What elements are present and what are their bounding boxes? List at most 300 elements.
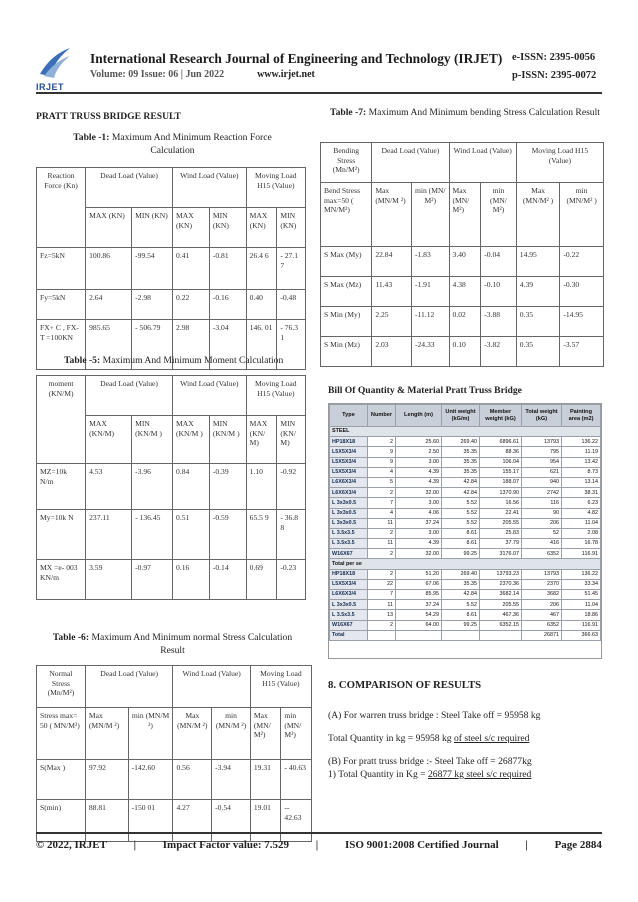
boq-cell: 6352 (522, 620, 562, 630)
cell: 0.84 (173, 464, 210, 510)
boq-cell: 3682 (522, 590, 562, 600)
cell: -- 42.63 (281, 800, 312, 842)
boq-type-cell: HP18X18 (330, 569, 368, 579)
boq-cell: 3.00 (396, 528, 442, 538)
boq-cell: 25.83 (480, 528, 522, 538)
cell: 4.38 (449, 277, 481, 307)
volume-info: Volume: 09 Issue: 06 | Jun 2022 (90, 69, 225, 80)
boq-cell: 35.35 (442, 457, 480, 467)
cell: - 506.79 (132, 320, 173, 370)
cell: 4.53 (86, 464, 132, 510)
cell: 0.35 (516, 337, 560, 367)
bend-max-label: Bend Stress max=50 ( MN/M²) (321, 183, 372, 247)
footer-separator: | (315, 839, 319, 851)
table-row (321, 277, 604, 307)
bill-of-quantity-table (328, 403, 602, 659)
cell: 26.4 6 (246, 248, 277, 290)
bending-stress-table (320, 142, 604, 367)
irjet-logo-icon (36, 44, 74, 82)
header-cell: Dead Load (Value) (372, 143, 449, 183)
boq-cell: 136.22 (562, 569, 601, 579)
row-label: S(min) (37, 800, 86, 842)
boq-cell: 6352 (522, 549, 562, 559)
boq-cell: 6896.61 (480, 437, 522, 447)
boq-row (330, 528, 601, 538)
boq-section: STEEL (330, 427, 601, 437)
cell: 3.40 (449, 247, 481, 277)
boq-cell: 9 (368, 447, 396, 457)
boq-cell: 11.04 (562, 518, 601, 528)
boq-cell: 37.24 (396, 518, 442, 528)
boq-cell: 205.55 (480, 600, 522, 610)
cell: -0.48 (277, 290, 306, 320)
boq-cell: 85.95 (396, 590, 442, 600)
cell: -3.94 (212, 760, 251, 800)
boq-body (330, 437, 601, 559)
cell: 19.01 (250, 800, 281, 842)
cell: 237.11 (86, 510, 132, 560)
boq-type-cell: L6X6X3/4 (330, 477, 368, 487)
subheader-cell: MIN (KN) (132, 208, 173, 248)
boq-cell: 940 (522, 477, 562, 487)
comparison-line-total-a: Total Quantity in kg = 95958 kg of steel s/c required (328, 733, 530, 744)
table-row (321, 337, 604, 367)
boq-cell: 155.17 (480, 467, 522, 477)
boq-cell: 2 (368, 528, 396, 538)
boq-cell: 51.20 (396, 569, 442, 579)
boq-row (330, 610, 601, 620)
cell: 2.98 (173, 320, 210, 370)
reaction-force-table (36, 167, 306, 370)
cell: -0.23 (277, 560, 306, 600)
boq-cell: 206 (522, 600, 562, 610)
subheader-cell: Max (MN/M ²) (85, 708, 128, 760)
boq-cell: 16.78 (562, 539, 601, 549)
subheader-cell: MAX (KN/M ) (173, 416, 210, 464)
boq-total-cell (368, 630, 396, 640)
boq-cell: 3.00 (396, 457, 442, 467)
subheader-cell: MAX (KN) (246, 208, 277, 248)
cell: -14.95 (560, 307, 604, 337)
cell: -0.59 (209, 510, 246, 560)
boq-row (330, 518, 601, 528)
moment-table (36, 375, 306, 600)
subheader-cell: Max (MN/ M²) (250, 708, 281, 760)
boq-row (330, 467, 601, 477)
boq-cell: 621 (522, 467, 562, 477)
boq-cell: 4.06 (396, 508, 442, 518)
boq-cell: 467 (522, 610, 562, 620)
boq-type-cell: L6X6X3/4 (330, 488, 368, 498)
boq-cell: 99.25 (442, 620, 480, 630)
boq-cell: 188.07 (480, 477, 522, 487)
cell: 0.16 (173, 560, 210, 600)
cell: -1.83 (411, 247, 449, 277)
table-row (321, 247, 604, 277)
cell: -0.54 (212, 800, 251, 842)
boq-cell: 37.79 (480, 539, 522, 549)
cell: -0.92 (277, 464, 306, 510)
boq-row (330, 539, 601, 549)
cell: -3.96 (132, 464, 173, 510)
normal-stress-table (36, 665, 312, 842)
boq-cell: 1370.90 (480, 488, 522, 498)
cell: 19.31 (250, 760, 281, 800)
boq-cell: 116.91 (562, 549, 601, 559)
boq-type-cell: L5X5X3/4 (330, 467, 368, 477)
boq-total-cell (442, 630, 480, 640)
cell: 0.40 (246, 290, 277, 320)
boq-cell: 206 (522, 518, 562, 528)
boq-cell: 8.61 (442, 610, 480, 620)
cell: 0.69 (246, 560, 277, 600)
boq-cell: 16.56 (480, 498, 522, 508)
boq-cell: 32.00 (396, 488, 442, 498)
boq-cell: 4 (368, 508, 396, 518)
row-label: S(Max ) (37, 760, 86, 800)
boq-total-body (330, 569, 601, 630)
cell: - 136.45 (132, 510, 173, 560)
boq-cell: 42.84 (442, 477, 480, 487)
table-row (37, 290, 306, 320)
header-cell: Normal Stress (Mn/M²) (37, 666, 86, 708)
boq-cell: 106.04 (480, 457, 522, 467)
boq-cell: 64.00 (396, 620, 442, 630)
cell: -0.97 (132, 560, 173, 600)
cell: 0.10 (449, 337, 481, 367)
cell: -150 01 (128, 800, 173, 842)
boq-cell: 2 (368, 437, 396, 447)
header-cell: Dead Load (Value) (86, 376, 173, 416)
boq-cell: 13.14 (562, 477, 601, 487)
boq-type-cell: L5X5X3/4 (330, 457, 368, 467)
row-label: FX+ C , FX- T =100KN (37, 320, 86, 370)
cell: 0.22 (173, 290, 210, 320)
boq-grand-total (330, 630, 601, 640)
boq-cell: 3.00 (396, 498, 442, 508)
boq-cell: 90 (522, 508, 562, 518)
comparison-line-a: (A) For warren truss bridge : Steel Take off = 95958 kg (328, 710, 541, 721)
boq-cell: 13793.23 (480, 569, 522, 579)
footer-page-number: Page 2884 (554, 839, 602, 851)
row-label: S Max (My) (321, 247, 372, 277)
boq-cell: 8.61 (442, 539, 480, 549)
footer-copyright: © 2022, IRJET (36, 839, 107, 851)
boq-cell: 2742 (522, 488, 562, 498)
header-cell: Wind Load (Value) (173, 666, 250, 708)
boq-cell: 11 (368, 539, 396, 549)
table-row (321, 307, 604, 337)
boq-cell: 11.04 (562, 600, 601, 610)
footer-divider (36, 832, 602, 834)
boq-cell: 7 (368, 498, 396, 508)
boq-row (330, 569, 601, 579)
boq-cell: 42.84 (442, 488, 480, 498)
subheader-cell: MIN (KN) (277, 208, 306, 248)
boq-cell: 2 (368, 569, 396, 579)
boq-total-cell: 366.63 (562, 630, 601, 640)
boq-total-cell (480, 630, 522, 640)
boq-cell: 6.23 (562, 498, 601, 508)
cell: -11.12 (411, 307, 449, 337)
boq-type-cell: L 3.5x3.5 (330, 610, 368, 620)
cell: - 36.8 8 (277, 510, 306, 560)
subheader-cell: MIN (KN/ M) (277, 416, 306, 464)
table-row (37, 464, 306, 510)
boq-row (330, 620, 601, 630)
row-label: S Min (My) (321, 307, 372, 337)
boq-type-cell: L6X6X3/4 (330, 590, 368, 600)
boq-type-cell: L 3x3x0.5 (330, 498, 368, 508)
cell: 14.95 (516, 247, 560, 277)
header-cell: Dead Load (Value) (85, 666, 173, 708)
boq-section: Total per se (330, 559, 601, 569)
boq-type-cell: L5X5X3/4 (330, 447, 368, 457)
cell: 0.41 (173, 248, 210, 290)
boq-cell: 269.40 (442, 437, 480, 447)
cell: 3.59 (86, 560, 132, 600)
cell: -0.04 (481, 247, 517, 277)
boq-cell: 5.52 (442, 518, 480, 528)
boq-cell: 38.31 (562, 488, 601, 498)
cell: 2.03 (372, 337, 412, 367)
section-title: PRATT TRUSS BRIDGE RESULT (36, 111, 181, 122)
boq-cell: 205.55 (480, 518, 522, 528)
row-label: My=10k N (37, 510, 86, 560)
boq-cell: 13793 (522, 569, 562, 579)
cell: -0.30 (560, 277, 604, 307)
boq-total-cell: 26871 (522, 630, 562, 640)
cell: -3.82 (481, 337, 517, 367)
logo-text: IRJET (36, 82, 65, 92)
cell: 2.25 (372, 307, 412, 337)
cell: 985.65 (86, 320, 132, 370)
boq-header: Total weight (kG) (522, 405, 562, 427)
boq-cell: 4.39 (396, 467, 442, 477)
header-cell: Moving Load H15 (Value) (250, 666, 311, 708)
subheader-cell: Max (MN/M ²) (173, 708, 212, 760)
boq-header: Number (368, 405, 396, 427)
subheader-cell: min (MN/M ²) (212, 708, 251, 760)
subheader-cell: min (MN/M² ) (560, 183, 604, 247)
cell: - 76.3 1 (277, 320, 306, 370)
table-row (37, 760, 312, 800)
boq-cell: 13.42 (562, 457, 601, 467)
boq-cell: 42.84 (442, 590, 480, 600)
table5-caption: Table -5: Maximum And Minimum Moment Calculation (64, 355, 284, 366)
subheader-cell: MIN (KN) (209, 208, 246, 248)
boq-cell: 116 (522, 498, 562, 508)
subheader-cell: MAX (KN/M) (86, 416, 132, 464)
boq-cell: 4.82 (562, 508, 601, 518)
boq-cell: 269.40 (442, 569, 480, 579)
boq-cell: 32.00 (396, 549, 442, 559)
row-label: S Min (Mz) (321, 337, 372, 367)
header-cell: Reaction Force (Kn) (37, 168, 86, 248)
journal-title: International Research Journal of Engineering and Technology (IRJET) (90, 51, 503, 66)
subheader-cell: MIN (KN/M ) (132, 416, 173, 464)
boq-cell: 22 (368, 579, 396, 589)
boq-row (330, 457, 601, 467)
cell: 88.81 (85, 800, 128, 842)
boq-type-cell: W16X67 (330, 620, 368, 630)
boq-cell: 4.39 (396, 477, 442, 487)
boq-cell: 6352.15 (480, 620, 522, 630)
cell: 0.02 (449, 307, 481, 337)
cell: -0.39 (209, 464, 246, 510)
boq-cell: 2370 (522, 579, 562, 589)
boq-cell: 3176.07 (480, 549, 522, 559)
boq-cell: 2.50 (396, 447, 442, 457)
cell: 0.51 (173, 510, 210, 560)
boq-row (330, 488, 601, 498)
boq-cell: 9 (368, 457, 396, 467)
cell: -3.57 (560, 337, 604, 367)
cell: 0.56 (173, 760, 212, 800)
boq-cell: 136.22 (562, 437, 601, 447)
boq-header: Painting area (m2) (562, 405, 601, 427)
boq-type-cell: L5X5X3/4 (330, 579, 368, 589)
row-label: Fy=5kN (37, 290, 86, 320)
header-divider (36, 92, 602, 94)
boq-cell: 2 (368, 620, 396, 630)
boq-cell: 11.19 (562, 447, 601, 457)
boq-cell: 8.73 (562, 467, 601, 477)
subheader-cell: MIN (KN/M ) (209, 416, 246, 464)
boq-row (330, 508, 601, 518)
subheader-cell: Max (MN/M ²) (372, 183, 412, 247)
cell: 146. 01 (246, 320, 277, 370)
cell: 65.5 9 (246, 510, 277, 560)
boq-cell: 51.45 (562, 590, 601, 600)
cell: 4.27 (173, 800, 212, 842)
footer (36, 839, 602, 851)
cell: -0.22 (560, 247, 604, 277)
boq-total-label: Total (330, 630, 368, 640)
boq-cell: 35.35 (442, 579, 480, 589)
p-issn: p-ISSN: 2395-0072 (512, 70, 597, 81)
boq-header: Type (330, 405, 368, 427)
e-issn: e-ISSN: 2395-0056 (512, 52, 596, 63)
cell: 100.86 (86, 248, 132, 290)
boq-cell: 35.35 (442, 467, 480, 477)
footer-separator: | (133, 839, 137, 851)
cell: 0.35 (516, 307, 560, 337)
boq-cell: 5.52 (442, 498, 480, 508)
boq-cell: 467.36 (480, 610, 522, 620)
cell: - 27.1 7 (277, 248, 306, 290)
boq-cell: 13 (368, 610, 396, 620)
boq-cell: 116.91 (562, 620, 601, 630)
boq-cell: 52 (522, 528, 562, 538)
boq-cell: 416 (522, 539, 562, 549)
boq-cell: 37.24 (396, 600, 442, 610)
cell: - 40.63 (281, 760, 312, 800)
cell: -1.91 (411, 277, 449, 307)
cell: 2.64 (86, 290, 132, 320)
comparison-line-b: (B) For pratt truss bridge :- Steel Take off = 26877kg (328, 756, 532, 767)
boq-cell: 54.29 (396, 610, 442, 620)
boq-type-cell: L 3.5x3.5 (330, 528, 368, 538)
boq-cell: 5.52 (442, 600, 480, 610)
boq-cell: 3682.14 (480, 590, 522, 600)
row-label: MX =e- 003 KN/m (37, 560, 86, 600)
boq-cell: 33.34 (562, 579, 601, 589)
boq-type-cell: L 3x3x0.5 (330, 518, 368, 528)
header-cell: Dead Load (Value) (86, 168, 173, 208)
header-cell: Moving Load H15 (Value) (246, 168, 305, 208)
table-row (37, 560, 306, 600)
comparison-heading: 8. COMPARISON OF RESULTS (328, 679, 482, 691)
subheader-cell: min (MN/ M²) (411, 183, 449, 247)
table-row (37, 800, 312, 842)
boq-cell: 2.08 (562, 528, 601, 538)
table7-caption: Table -7: Maximum And Minimum bending Stress Calculation Result (330, 107, 600, 118)
cell: 1.10 (246, 464, 277, 510)
cell: -0.81 (209, 248, 246, 290)
boq-header: Unit weight (kG/m) (442, 405, 480, 427)
boq-type-cell: HP18X18 (330, 437, 368, 447)
boq-cell: 25.60 (396, 437, 442, 447)
boq-cell: 4 (368, 467, 396, 477)
boq-header: Length (m) (396, 405, 442, 427)
cell: -99.54 (132, 248, 173, 290)
boq-cell: 22.41 (480, 508, 522, 518)
boq-row (330, 437, 601, 447)
boq-row (330, 477, 601, 487)
journal-subheader (90, 69, 315, 80)
website-link[interactable]: www.irjet.net (257, 69, 315, 80)
cell: 97.92 (85, 760, 128, 800)
cell: -24.33 (411, 337, 449, 367)
boq-row (330, 447, 601, 457)
boq-type-cell: W16X67 (330, 549, 368, 559)
boq-cell: 954 (522, 457, 562, 467)
header-cell: Moving Load H15 (Value) (246, 376, 305, 416)
boq-cell: 7 (368, 590, 396, 600)
cell: 4.39 (516, 277, 560, 307)
row-label: S Max (Mz) (321, 277, 372, 307)
table-row (37, 510, 306, 560)
boq-cell: 8.61 (442, 528, 480, 538)
boq-cell: 5.52 (442, 508, 480, 518)
cell: -3.04 (209, 320, 246, 370)
header-cell: Wind Load (Value) (173, 376, 247, 416)
footer-iso: ISO 9001:2008 Certified Journal (344, 839, 499, 851)
header-cell: Wind Load (Value) (449, 143, 516, 183)
boq-row (330, 549, 601, 559)
row-label: MZ=10k N/m (37, 464, 86, 510)
boq-cell: 2370.36 (480, 579, 522, 589)
row-label: Fz=5kN (37, 248, 86, 290)
boq-cell: 5 (368, 477, 396, 487)
boq-cell: 11 (368, 600, 396, 610)
boq-total-row (330, 630, 601, 640)
boq-row (330, 600, 601, 610)
cell: -142.60 (128, 760, 173, 800)
boq-total-cell (396, 630, 442, 640)
footer-impact-factor: Impact Factor value: 7.529 (162, 839, 290, 851)
cell: -2.98 (132, 290, 173, 320)
boq-row (330, 590, 601, 600)
boq-cell: 13793 (522, 437, 562, 447)
subheader-cell: min (MN/ M²) (481, 183, 517, 247)
boq-cell: 2 (368, 488, 396, 498)
boq-grid (329, 404, 601, 641)
boq-row (330, 498, 601, 508)
subheader-cell: MAX (KN) (173, 208, 210, 248)
header-cell: moment (KN/M) (37, 376, 86, 464)
